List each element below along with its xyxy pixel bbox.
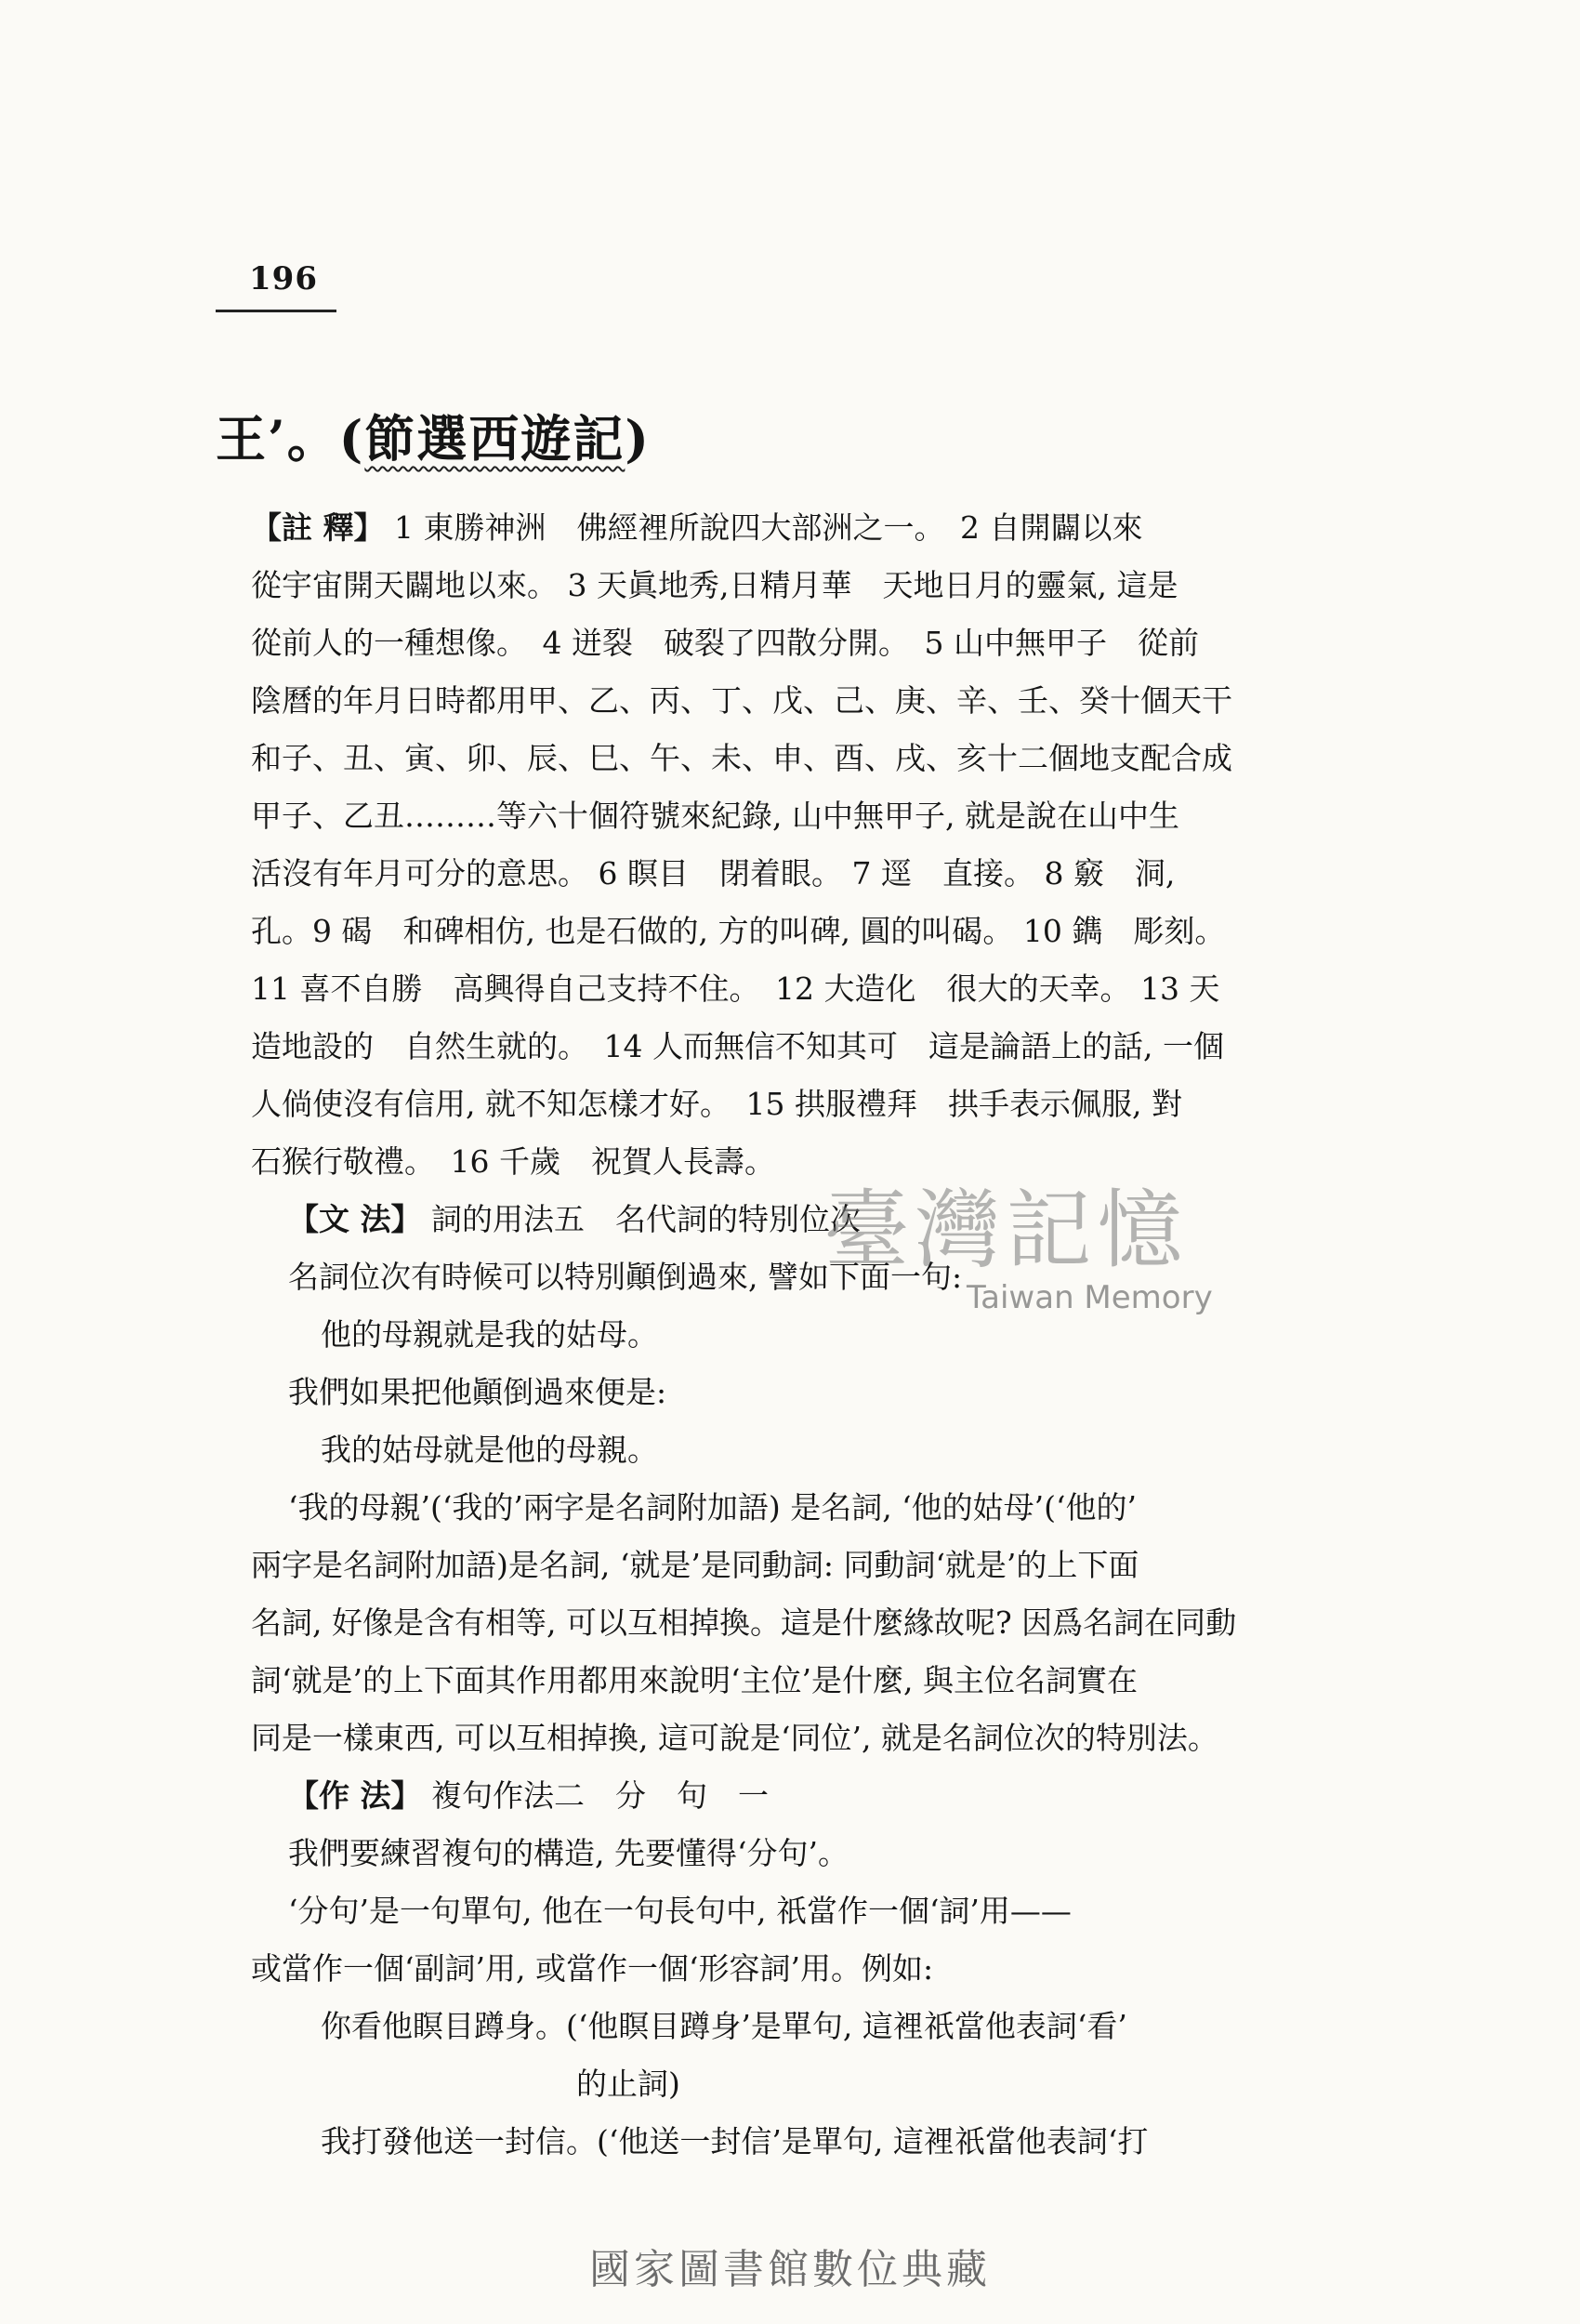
text-line: [251, 560, 1320, 612]
heading-tail: ): [625, 409, 651, 469]
line-text: 從宇宙開天闢地以來。 3 天眞地秀,日精月華 天地日月的靈氣, 這是: [251, 567, 1178, 603]
text-line: [251, 1136, 1320, 1188]
line-text: 11 喜不自勝 高興得自己支持不住。 12 大造化 很大的天幸。 13 天: [251, 971, 1220, 1007]
line-text: 你看他瞑目蹲身。(‘他瞑目蹲身’是單句, 這裡祇當他表詞‘看’: [321, 2008, 1127, 2044]
text-line: [251, 1539, 1320, 1591]
line-text: 名詞, 好像是含有相等, 可以互相掉換。這是什麼緣故呢? 因爲名詞在同動: [251, 1604, 1237, 1641]
line-text: ‘我的母親’(‘我的’兩字是名詞附加語) 是名詞, ‘他的姑母’(‘他的’: [288, 1489, 1138, 1525]
text-line: [288, 1828, 1357, 1880]
line-text: 我們如果把他顚倒過來便是:: [288, 1374, 667, 1410]
text-line: [251, 1021, 1320, 1073]
text-line: [251, 733, 1320, 785]
text-line: [321, 2116, 1389, 2168]
heading-lead: 王’。(: [216, 409, 365, 469]
text-line: [321, 2000, 1389, 2053]
line-text: 和子、丑、寅、卯、辰、巳、午、未、申、酉、戌、亥十二個地支配合成: [251, 740, 1232, 776]
grammar-tag: 【文 法】: [288, 1201, 422, 1237]
text-line: [251, 1655, 1320, 1707]
text-line: [321, 1309, 1389, 1361]
line-text: 從前人的一種想像。 4 迸裂 破裂了四散分開。 5 山中無甲子 從前: [251, 625, 1199, 661]
line-text: 名詞位次有時候可以特別顚倒過來, 譬如下面一句:: [288, 1259, 963, 1295]
line-text: 人倘使沒有信用, 就不知怎樣才好。 15 拱服禮拜 拱手表示佩服, 對: [251, 1086, 1182, 1122]
text-line: [288, 1482, 1357, 1534]
line-text: 複句作法二 分 句 一: [431, 1777, 769, 1814]
watermark-cjk: 臺灣記憶: [823, 1181, 1189, 1280]
line-text: 的止詞): [576, 2066, 680, 2102]
composition-tag: 【作 法】: [288, 1777, 422, 1814]
page-number-rule: [216, 310, 336, 312]
page-number: 196: [249, 260, 318, 297]
footer-credit: 國家圖書館數位典藏: [589, 2246, 991, 2293]
text-line: [251, 617, 1320, 669]
line-text: 孔。9 碣 和碑相仿, 也是石做的, 方的叫碑, 圓的叫碣。 10 鐫 彫刻。: [251, 913, 1226, 949]
text-line: [288, 1885, 1357, 1937]
line-text: 或當作一個‘副詞’用, 或當作一個‘形容詞’用。例如:: [251, 1950, 934, 1987]
line-text: 甲子、乙丑………等六十個符號來紀錄, 山中無甲子, 就是說在山中生: [251, 798, 1179, 834]
line-text: 兩字是名詞附加語)是名詞, ‘就是’是同動詞: 同動詞‘就是’的上下面: [251, 1547, 1139, 1583]
text-line: [288, 1251, 1357, 1303]
line-text: 同是一樣東西, 可以互相掉換, 這可說是‘同位’, 就是名詞位次的特別法。: [251, 1720, 1218, 1756]
text-line: [251, 675, 1320, 727]
text-line: [251, 1597, 1320, 1649]
text-line: [251, 905, 1320, 957]
text-line: [251, 1943, 1320, 1995]
section-heading: [216, 400, 651, 471]
text-line: [251, 1078, 1320, 1130]
line-text: 他的母親就是我的姑母。: [321, 1316, 658, 1353]
text-line: [251, 1712, 1320, 1764]
text-line: [288, 1194, 1357, 1246]
line-text: 活沒有年月可分的意思。 6 瞑目 閉着眼。 7 逕 直接。 8 竅 洞,: [251, 855, 1176, 891]
line-text: 詞的用法五 名代詞的特別位次: [431, 1201, 861, 1237]
line-text: 我的姑母就是他的母親。: [321, 1432, 658, 1468]
text-line: [288, 1367, 1357, 1419]
annotation-tag: 【註 釋】: [251, 509, 385, 546]
line-text: ‘分句’是一句單句, 他在一句長句中, 祇當作一個‘詞’用——: [288, 1893, 1072, 1929]
heading-source-title: 節選西遊記: [364, 409, 625, 469]
text-line: [288, 1770, 1357, 1822]
line-text: 詞‘就是’的上下面其作用都用來說明‘主位’是什麼, 與主位名詞實在: [251, 1662, 1138, 1698]
text-line: [251, 848, 1320, 900]
text-line: [321, 1424, 1389, 1476]
text-line: [576, 2058, 1580, 2110]
text-line: [251, 963, 1320, 1015]
watermark-en: Taiwan Memory: [967, 1279, 1213, 1316]
line-text: 造地設的 自然生就的。 14 人而無信不知其可 這是論語上的話, 一個: [251, 1028, 1224, 1064]
line-text: 我打發他送一封信。(‘他送一封信’是單句, 這裡祇當他表詞‘打: [321, 2123, 1149, 2159]
line-text: 陰曆的年月日時都用甲、乙、丙、丁、戊、己、庚、辛、壬、癸十個天干: [251, 682, 1232, 719]
line-text: 石猴行敬禮。 16 千歲 祝賀人長壽。: [251, 1143, 775, 1180]
line-text: 1 東勝神洲 佛經裡所說四大部洲之一。 2 自開闢以來: [394, 509, 1143, 546]
text-line: [251, 790, 1320, 842]
line-text: 我們要練習複句的構造, 先要懂得‘分句’。: [288, 1835, 849, 1871]
text-line: [251, 502, 1320, 554]
